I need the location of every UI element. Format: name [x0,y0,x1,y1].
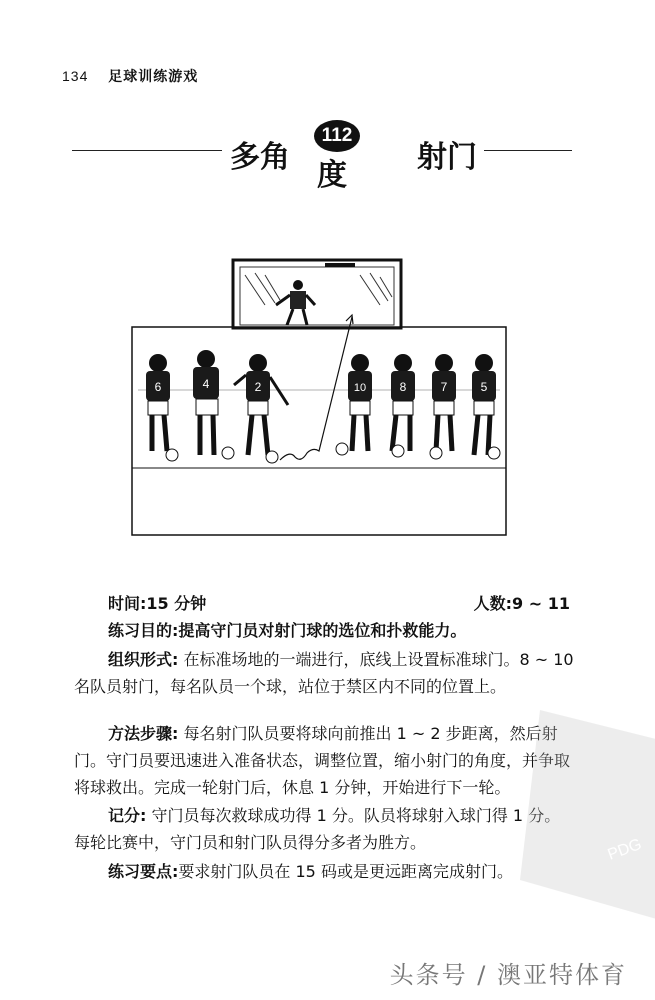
player-number: 2 [254,380,262,394]
player-figure [234,354,288,463]
section-text: 守门员每次救球成功得 1 分。队员将球射入球门得 1 分。每轮比赛中，守门员和射门队员得分多者为胜方。 [74,806,561,852]
section-organization [74,646,574,700]
title-rule-right [484,150,572,151]
section-label: 练习要点: [108,862,179,881]
page-header [62,66,198,86]
title-du: 度 [317,158,347,193]
people-value: 9 ~ 11 [512,594,570,613]
player-figure [146,354,178,461]
section-label: 组织形式: [108,650,179,669]
section-text: 提高守门员对射门球的选位和扑救能力。 [178,621,467,640]
player-figure [391,354,415,457]
player-number: 6 [154,380,162,394]
player-figure [336,354,372,455]
section-label: 记分: [108,806,147,825]
section-text: 要求射门队员在 15 码或是更远距离完成射门。 [178,862,513,881]
book-title: 足球训练游戏 [108,69,199,85]
player-number: 10 [353,382,367,394]
player-number: 4 [202,377,210,391]
source-watermark: 头条号 / 澳亚特体育 [389,961,627,989]
title-right: 射门 [417,140,477,175]
section-scoring [74,802,574,856]
player-figure [472,354,500,459]
player-figure [430,354,456,459]
arrow-head-icon [346,315,353,324]
section-title [72,120,572,193]
section-key-points [74,858,574,885]
section-label: 练习目的: [108,621,179,640]
section-purpose [74,617,574,644]
section-text: 每名射门队员要将球向前推出 1 ~ 2 步距离，然后射门。守门员要迅速进入准备状态，调整位置，缩小射门的角度，并争取将球救出。完成一轮射门后，休息 1 分钟，开始进行下一轮。 [74,724,571,797]
title-number-badge: 112 [314,120,360,152]
player-number: 7 [440,380,448,394]
time-label: 时间: [108,594,147,613]
title-left: 多角 [230,140,290,175]
page-number: 134 [62,68,89,84]
goal-icon [233,260,401,328]
section-text: 在标准场地的一端进行，底线上设置标准球门。8 ~ 10 名队员射门，每名队员一个球，站位于禁区内不同的位置上。 [74,650,574,696]
shot-trajectory [280,317,352,460]
time-info [108,590,206,617]
stamp-text: PDG [605,835,644,864]
people-label: 人数: [473,594,513,613]
player-figure [193,350,234,459]
meta-row [74,590,574,617]
goalkeeper-figure [276,280,315,325]
title-rule-left [72,150,222,151]
section-label: 方法步骤: [108,724,179,743]
time-value: 15 分钟 [146,594,207,613]
people-info [474,590,570,617]
section-method [74,720,574,801]
player-number: 5 [480,380,488,394]
shooting-drill-illustration [130,255,510,540]
player-number: 8 [399,380,407,394]
